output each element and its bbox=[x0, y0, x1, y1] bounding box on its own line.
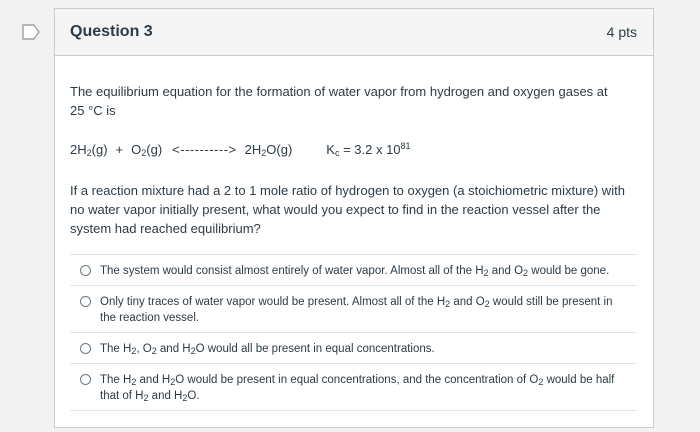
radio-button[interactable] bbox=[80, 296, 91, 307]
answer-list bbox=[70, 254, 637, 411]
plus-sign: + bbox=[115, 142, 124, 157]
question-intro bbox=[70, 82, 630, 120]
bookmark-flag-icon[interactable] bbox=[22, 24, 40, 40]
answer-option-1[interactable] bbox=[70, 254, 637, 285]
reactant-hydrogen: $2H_2(g)$ bbox=[70, 142, 108, 158]
radio-button[interactable] bbox=[80, 343, 91, 354]
question-header bbox=[55, 9, 653, 56]
answer-option-4[interactable] bbox=[70, 363, 637, 411]
question-card bbox=[54, 8, 654, 428]
radio-button[interactable] bbox=[80, 374, 91, 385]
reactant-oxygen: $O_2(g)$ bbox=[131, 142, 163, 158]
radio-button[interactable] bbox=[80, 265, 91, 276]
answer-option-3[interactable] bbox=[70, 332, 637, 363]
equilibrium-arrow: <----------> bbox=[172, 142, 237, 157]
answer-label: The $H_2$, $O_2$ and $H_2O$ would all be present in equal concentrations. bbox=[100, 343, 435, 356]
intro-line-1: The equilibrium equation for the formation of water vapor from hydrogen and oxygen gases at bbox=[70, 84, 608, 99]
product-water: $2H_2O(g)$ bbox=[244, 142, 293, 158]
answer-label: The $H_2$ and $H_2O$ would be present in equal concentrations, and the concentration of $O_2$ would be half that of $H_2$ and $H_2O$. bbox=[100, 374, 615, 403]
equilibrium-constant: $K_c = 3.2$ x $10^{81}$ bbox=[326, 141, 411, 158]
question-body bbox=[55, 82, 653, 238]
answer-option-2[interactable] bbox=[70, 285, 637, 332]
question-title: Question 3 bbox=[70, 23, 153, 40]
intro-line-2: 25 °C is bbox=[70, 103, 116, 118]
equilibrium-equation bbox=[70, 140, 637, 159]
question-points: 4 pts bbox=[606, 24, 637, 40]
answer-label: The system would consist almost entirely of water vapor. Almost all of the $H_2$ and $O_2$ would be gone. bbox=[100, 265, 610, 278]
answer-label: Only tiny traces of water vapor would be present. Almost all of the $H_2$ and $O_2$ would still be present in the reaction vessel. bbox=[100, 296, 613, 324]
question-scenario: If a reaction mixture had a 2 to 1 mole ratio of hydrogen to oxygen (a stoichiometric mixture) with no water vapor initially present, what would you expect to find in the reaction vessel after the system had reached equilibrium? bbox=[70, 183, 625, 236]
